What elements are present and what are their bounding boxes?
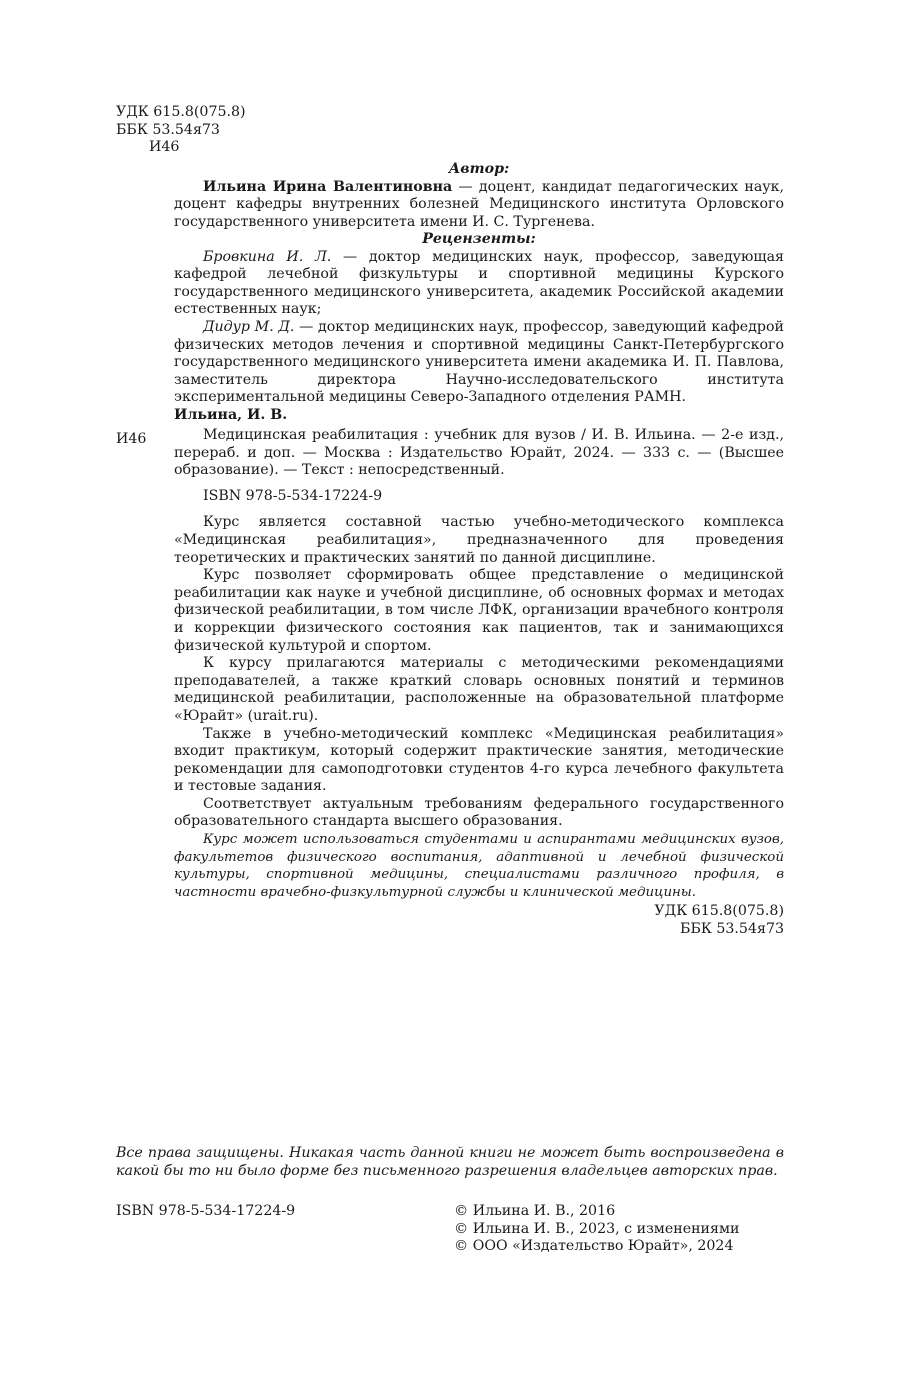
author-section [174,161,784,231]
annotation [174,514,784,901]
footer-isbn: ISBN 978-5-534-17224-9 [116,1203,296,1219]
udk-code: УДК 615.8(075.8) [116,104,246,120]
bibliographic-description: Медицинская реабилитация : учебник для вузов / И. В. Ильина. — 2-е изд., перераб. и доп. — Москва : Издательство Юрайт, 2024. — 333 с. — (Высшее образование). — Текст : непосредственный. [174,427,784,479]
annotation-paragraph: Также в учебно-методический комплекс «Медицинская реабилитация» входит практикум, который содержит практические занятия, методические рекомендации для самоподготовки студентов 4-го курса лечебного факультета и тестовые задания. [174,725,784,795]
annotation-paragraph: К курсу прилагаются материалы с методическими рекомендациями преподавателей, а также краткий словарь основных понятий и терминов медицинской реабилитации, расположенные на образовательной платформе «Юрайт» (urait.ru). [174,655,784,724]
author-description: — доцент, кандидат педагогических наук, доцент кафедры внутренних болезней Медицинского института Орловского государственного университета имени И. С. Тургенева. [174,178,784,230]
reviewers-heading: Рецензенты: [422,231,536,247]
reviewer-item [174,249,784,319]
footer-copyrights [454,1203,739,1256]
copyright-line: © Ильина И. В., 2016 [454,1203,616,1219]
catalog-udk: УДК 615.8(075.8) [654,903,784,920]
catalog-isbn: ISBN 978-5-534-17224-9 [203,487,383,504]
author-heading: Автор: [448,161,510,177]
annotation-paragraph: Соответствует актуальным требованиям федерального государственного образовательного стандарта высшего образования. [174,795,784,830]
catalog-bbk: ББК 53.54я73 [680,921,784,938]
catalog-side-sign: И46 [116,431,147,447]
bbk-code: ББК 53.54я73 [116,121,220,138]
catalog-card [174,427,784,939]
rights-notice: Все права защищены. Никакая часть данной книги не может быть воспроизведена в какой бы то ни было форме без письменного разрешения владельцев авторских прав. [116,1145,784,1179]
reviewers-section [174,231,784,407]
author-name: Ильина Ирина Валентиновна [203,178,453,195]
catalog-codes [174,903,784,938]
copyright-line: © ООО «Издательство Юрайт», 2024 [454,1238,734,1255]
reviewer-item [174,319,784,407]
copyright-line: © Ильина И. В., 2023, с изменениями [454,1220,740,1237]
annotation-paragraph: Курс позволяет сформировать общее представление о медицинской реабилитации как науке и учебной дисциплине, об основных формах и методах физической реабилитации, в том числе ЛФК, организации врачебного контроля и коррекции физического состояния как пациентов, так и занимающихся физической культурой и спортом. [174,567,784,654]
reviewer-description: — доктор медицинских наук, профессор, заведующий кафедрой физических методов лечения и спортивной медицины Санкт-Петербургского государственного медицинского университета имени академика И. П. Павлова, заместитель директора Научно-исследовательского института экспериментальной медицины Северо-Западного отделения РАМН. [174,318,784,406]
reviewer-name: Бровкина И. Л. [203,248,332,265]
author-sign: И46 [149,139,180,156]
header-codes [116,104,246,157]
reviewer-name: Дидур М. Д. [203,318,295,335]
catalog-author-heading: Ильина, И. В. [174,407,288,423]
annotation-paragraph: Курс является составной частью учебно-методического комплекса «Медицинская реабилитация», предназначенного для проведения теоретических и практических занятий по данной дисциплине. [174,514,784,566]
audience-paragraph: Курс может использоваться студентами и аспирантами медицинских вузов, факультетов физического воспитания, адаптивной и лечебной физической культуры, спортивной медицины, специалистами различного профиля, в частности врачебно-физкультурной службы и клинической медицины. [174,832,784,900]
reviewer-description: — доктор медицинских наук, профессор, заведующая кафедрой лечебной физкультуры и спортивной медицины Курского государственного медицинского университета, академик Российской академии естественных наук; [174,248,784,318]
author-paragraph [174,179,784,232]
